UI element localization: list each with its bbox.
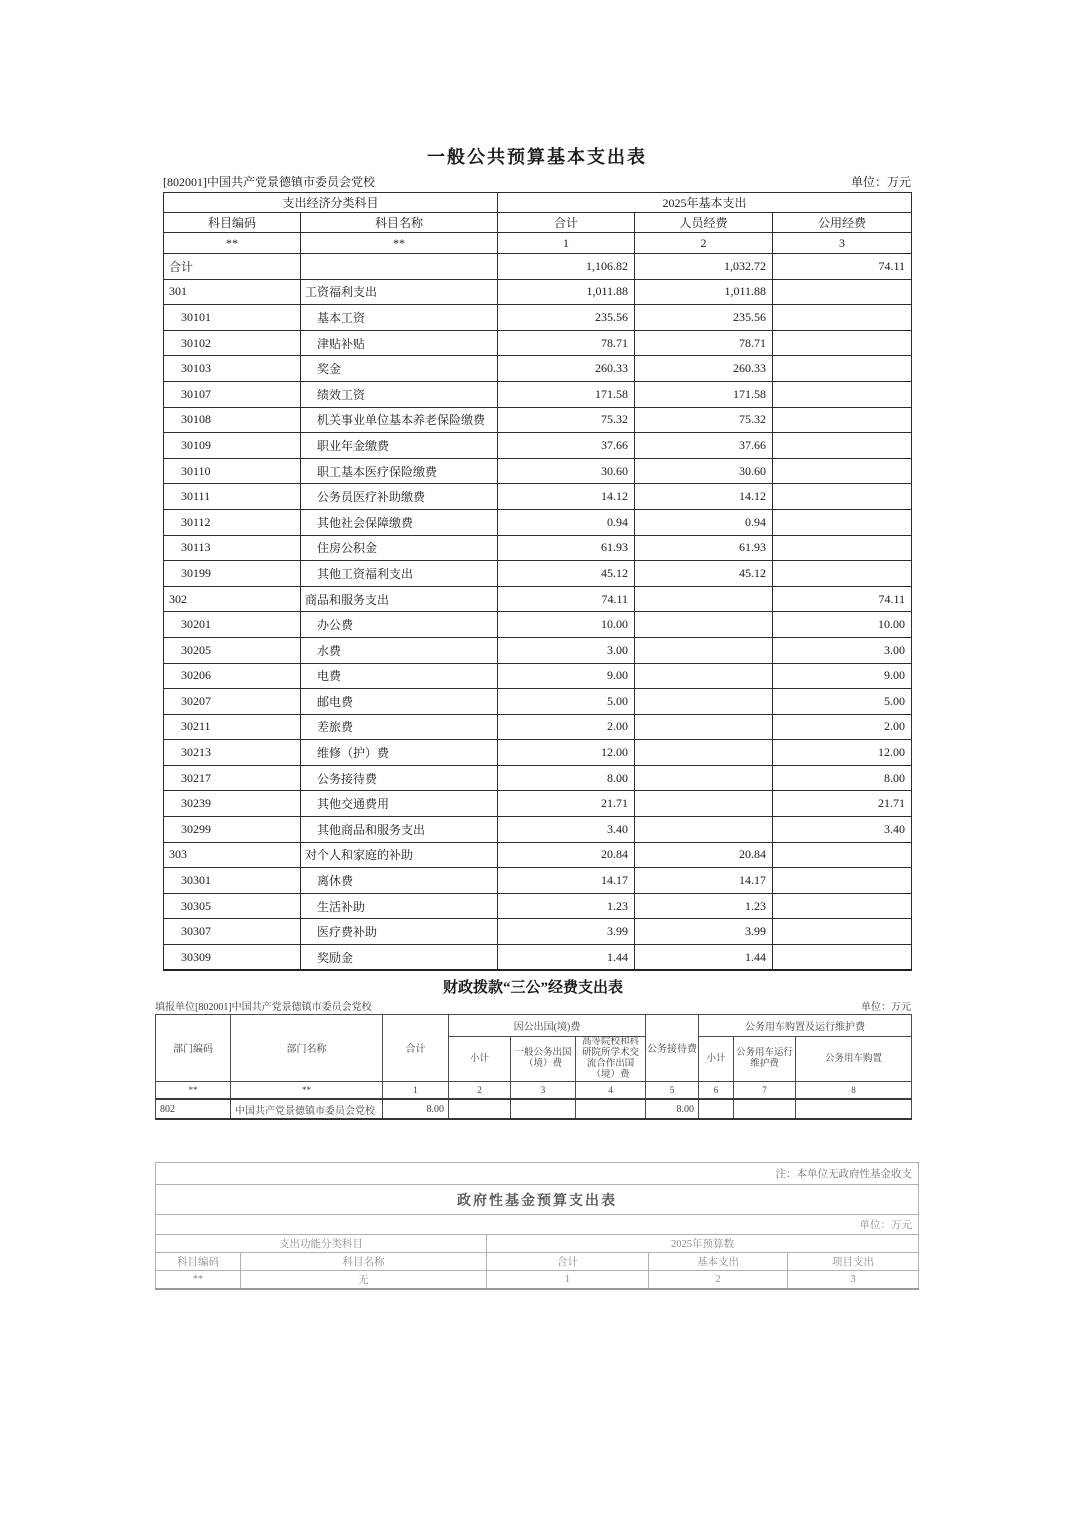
table-cell: 津贴补贴 (301, 330, 498, 356)
table-cell (699, 1099, 734, 1119)
table-cell: 其他交通费用 (301, 791, 498, 817)
table-cell: 14.17 (635, 868, 773, 894)
table-cell: 7 (734, 1081, 796, 1099)
table1-mark-row (164, 233, 912, 254)
table-cell: 30101 (164, 305, 301, 331)
table-cell: 2.00 (498, 714, 635, 740)
table-cell: 30103 (164, 356, 301, 382)
table-cell: 机关事业单位基本养老保险缴费 (301, 407, 498, 433)
table-cell: 项目支出 (788, 1253, 919, 1271)
header-vehicle-purchase: 公务用车购置 (796, 1037, 912, 1082)
table-cell: 30110 (164, 458, 301, 484)
table-cell (635, 714, 773, 740)
table-cell: 171.58 (498, 381, 635, 407)
table-cell: 21.71 (498, 791, 635, 817)
table2-meta-row (155, 1002, 911, 1014)
table-cell: 3.99 (635, 919, 773, 945)
table-cell: 30112 (164, 509, 301, 535)
gov-fund-block (155, 1162, 918, 1290)
table-cell (773, 842, 912, 868)
header-expenditure-classification: 支出经济分类科目 (164, 193, 498, 213)
table-cell: 无 (241, 1271, 487, 1290)
table-cell: 科目编码 (156, 1253, 241, 1271)
header-abroad-subtotal: 小计 (449, 1037, 511, 1082)
table-cell: 中国共产党景德镇市委员会党校 (231, 1099, 383, 1119)
table-cell: 30307 (164, 919, 301, 945)
table-cell: 21.71 (773, 791, 912, 817)
table-cell: 30207 (164, 689, 301, 715)
table3-unit-row (156, 1215, 919, 1235)
table-row (164, 714, 912, 740)
table-cell: 10.00 (773, 612, 912, 638)
table-cell: 3 (788, 1271, 919, 1290)
table-cell (635, 765, 773, 791)
table-cell: 75.32 (498, 407, 635, 433)
basic-expenditure-block (163, 146, 911, 971)
table-cell: 2 (635, 233, 773, 254)
header-dept-name: 部门名称 (231, 1015, 383, 1082)
table-cell: 30217 (164, 765, 301, 791)
table-cell: 水费 (301, 637, 498, 663)
table-cell (773, 356, 912, 382)
table-cell: 74.11 (773, 254, 912, 280)
table-cell (773, 893, 912, 919)
table-cell: 工资福利支出 (301, 279, 498, 305)
table-cell: 30111 (164, 484, 301, 510)
table2-title: 财政拨款“三公”经费支出表 (442, 980, 623, 997)
table-cell: 74.11 (498, 586, 635, 612)
table-row (164, 561, 912, 587)
header-vehicle-maintenance: 公务用车运行维护费 (734, 1037, 796, 1082)
table-cell: 基本支出 (649, 1253, 788, 1271)
table-cell: 30113 (164, 535, 301, 561)
table1-group-header-row (164, 193, 912, 213)
table-row (164, 330, 912, 356)
table-cell: 3.40 (773, 817, 912, 843)
table1-meta-row (163, 174, 911, 190)
header-academic-abroad: 高等院校和科研院所学术交流合作出国（境）费 (576, 1037, 646, 1082)
table1-unit-label: 单位：万元 (850, 175, 911, 189)
header-dept-code: 部门编码 (156, 1015, 231, 1082)
table-cell: 差旅费 (301, 714, 498, 740)
table-row (164, 356, 912, 382)
table-cell: 10.00 (498, 612, 635, 638)
table-cell: 30206 (164, 663, 301, 689)
table-cell (511, 1099, 576, 1119)
table-cell (773, 433, 912, 459)
table2-data-row (156, 1099, 912, 1119)
table-row (164, 305, 912, 331)
table1-org-label: [802001]中国共产党景德镇市委员会党校 (163, 175, 375, 189)
table-row (164, 484, 912, 510)
table-cell: 12.00 (773, 740, 912, 766)
table-row (164, 458, 912, 484)
table-cell: 科目名称 (301, 213, 498, 233)
table-cell (449, 1099, 511, 1119)
table-cell: 302 (164, 586, 301, 612)
table-cell: 20.84 (635, 842, 773, 868)
table-cell: 1.44 (635, 945, 773, 971)
table-cell (576, 1099, 646, 1119)
table-cell: 公务员医疗补助缴费 (301, 484, 498, 510)
table-cell: 30211 (164, 714, 301, 740)
table-cell: 260.33 (498, 356, 635, 382)
table-cell (773, 407, 912, 433)
table-cell: ** (231, 1081, 383, 1099)
table-cell: 9.00 (773, 663, 912, 689)
table-cell: 0.94 (635, 509, 773, 535)
table-cell (773, 305, 912, 331)
table-cell: 5.00 (498, 689, 635, 715)
table-row (164, 740, 912, 766)
table-cell: 1.23 (635, 893, 773, 919)
table3-unit-label: 单位：万元 (156, 1215, 919, 1235)
table-cell: 对个人和家庭的补助 (301, 842, 498, 868)
table-cell: 合计 (498, 213, 635, 233)
table-cell: 1,011.88 (635, 279, 773, 305)
table-row (164, 279, 912, 305)
table-cell: 45.12 (498, 561, 635, 587)
table-row (164, 407, 912, 433)
table-cell (773, 381, 912, 407)
table-cell: 绩效工资 (301, 381, 498, 407)
three-public-table (155, 1014, 912, 1120)
table-cell (773, 868, 912, 894)
table-cell: 30299 (164, 817, 301, 843)
header-function-classification: 支出功能分类科目 (156, 1235, 487, 1253)
table-cell (635, 689, 773, 715)
table-cell: 1 (383, 1081, 449, 1099)
table-cell (301, 254, 498, 280)
table-cell: 其他社会保障缴费 (301, 509, 498, 535)
table3-note-row (156, 1163, 919, 1185)
table-cell: 商品和服务支出 (301, 586, 498, 612)
header-general-abroad: 一般公务出国（境）费 (511, 1037, 576, 1082)
table-cell: 住房公积金 (301, 535, 498, 561)
table-cell: 医疗费补助 (301, 919, 498, 945)
three-public-block (155, 979, 911, 1120)
table-cell: 8 (796, 1081, 912, 1099)
table-cell: 1 (498, 233, 635, 254)
table-cell: 8.00 (773, 765, 912, 791)
table-cell: 2.00 (773, 714, 912, 740)
table-cell: 78.71 (498, 330, 635, 356)
table-cell: 14.12 (498, 484, 635, 510)
header-abroad-group: 因公出国(境)费 (449, 1015, 646, 1037)
table-cell: 奖励金 (301, 945, 498, 971)
header-vehicle-subtotal: 小计 (699, 1037, 734, 1082)
table-cell: 8.00 (383, 1099, 449, 1119)
table-cell (635, 612, 773, 638)
table-cell: 1.23 (498, 893, 635, 919)
table-cell (635, 740, 773, 766)
table-cell (796, 1099, 912, 1119)
table-cell (773, 919, 912, 945)
table-cell: 科目名称 (241, 1253, 487, 1271)
table-cell: 171.58 (635, 381, 773, 407)
header-2025-budget: 2025年预算数 (487, 1235, 919, 1253)
table-cell: ** (164, 233, 301, 254)
table-cell: 1,106.82 (498, 254, 635, 280)
table-cell: 1.44 (498, 945, 635, 971)
table-cell: 30205 (164, 637, 301, 663)
table-cell: 3.00 (498, 637, 635, 663)
table-row (164, 868, 912, 894)
table-row (164, 817, 912, 843)
table-cell: 3 (511, 1081, 576, 1099)
table-cell: 其他商品和服务支出 (301, 817, 498, 843)
gov-fund-table (155, 1162, 919, 1290)
table-cell: 9.00 (498, 663, 635, 689)
table-cell: 14.17 (498, 868, 635, 894)
table-cell: 30309 (164, 945, 301, 971)
table-cell: 78.71 (635, 330, 773, 356)
table-cell: 30201 (164, 612, 301, 638)
table-cell (635, 791, 773, 817)
table3-title: 政府性基金预算支出表 (156, 1185, 919, 1215)
table1-column-header-row (164, 213, 912, 233)
table-row (164, 765, 912, 791)
table-cell: 235.56 (498, 305, 635, 331)
header-vehicle-group: 公务用车购置及运行维护费 (699, 1015, 912, 1037)
table3-group-header-row (156, 1235, 919, 1253)
table-cell: 邮电费 (301, 689, 498, 715)
table-cell: 基本工资 (301, 305, 498, 331)
table-cell (773, 509, 912, 535)
table-cell (635, 637, 773, 663)
table-cell: 30102 (164, 330, 301, 356)
table-cell: 人员经费 (635, 213, 773, 233)
table-cell (773, 945, 912, 971)
table-cell: 30301 (164, 868, 301, 894)
table-cell: 30239 (164, 791, 301, 817)
table2-unit-label: 单位：万元 (861, 1002, 911, 1014)
table2-org-label: 填报单位[802001]中国共产党景德镇市委员会党校 (155, 1002, 372, 1014)
table-row (164, 535, 912, 561)
table2-mark-row (156, 1081, 912, 1099)
table-cell: ** (156, 1081, 231, 1099)
table-cell: 3.40 (498, 817, 635, 843)
table3-column-header-row (156, 1253, 919, 1271)
table-cell (734, 1099, 796, 1119)
table-cell: 1,011.88 (498, 279, 635, 305)
table-cell: 301 (164, 279, 301, 305)
table-cell: 生活补助 (301, 893, 498, 919)
table-cell: 离休费 (301, 868, 498, 894)
table-cell (773, 330, 912, 356)
table-cell: 235.56 (635, 305, 773, 331)
table-cell: 30109 (164, 433, 301, 459)
table-cell: 61.93 (635, 535, 773, 561)
table-row (164, 842, 912, 868)
header-total: 合计 (383, 1015, 449, 1082)
table-cell: 1 (487, 1271, 649, 1290)
table-row (164, 254, 912, 280)
table-row (164, 381, 912, 407)
table-cell: 75.32 (635, 407, 773, 433)
table-cell (773, 484, 912, 510)
table-row (164, 945, 912, 971)
table3-title-row (156, 1185, 919, 1215)
table-cell: 30305 (164, 893, 301, 919)
table-cell: 3.00 (773, 637, 912, 663)
table-row (164, 637, 912, 663)
table-cell: 37.66 (635, 433, 773, 459)
table2-group-header-row (156, 1015, 912, 1037)
table-cell: 260.33 (635, 356, 773, 382)
table-cell: 30199 (164, 561, 301, 587)
table-cell (635, 663, 773, 689)
table-cell (635, 586, 773, 612)
table-cell: 职业年金缴费 (301, 433, 498, 459)
table-cell: 8.00 (646, 1099, 699, 1119)
table-cell: 0.94 (498, 509, 635, 535)
table-cell: 303 (164, 842, 301, 868)
table-cell: 5.00 (773, 689, 912, 715)
table-cell: 3 (773, 233, 912, 254)
table-cell: 30107 (164, 381, 301, 407)
table-cell (773, 279, 912, 305)
table3-data-row (156, 1271, 919, 1290)
table-cell: 45.12 (635, 561, 773, 587)
table-cell: 802 (156, 1099, 231, 1119)
table-cell (773, 561, 912, 587)
table-row (164, 919, 912, 945)
table-row (164, 689, 912, 715)
table-cell: 37.66 (498, 433, 635, 459)
table-cell: 办公费 (301, 612, 498, 638)
table-cell: 2 (649, 1271, 788, 1290)
table-cell: 30.60 (635, 458, 773, 484)
table-cell: 合计 (164, 254, 301, 280)
header-official-reception: 公务接待费 (646, 1015, 699, 1082)
table-cell: 14.12 (635, 484, 773, 510)
table-row (164, 663, 912, 689)
table-cell (773, 535, 912, 561)
table-cell: 公务接待费 (301, 765, 498, 791)
table-cell: 61.93 (498, 535, 635, 561)
table-cell: ** (156, 1271, 241, 1290)
table-row (164, 509, 912, 535)
table3-note: 注：本单位无政府性基金收支 (156, 1163, 919, 1185)
table-row (164, 433, 912, 459)
table-cell: 科目编码 (164, 213, 301, 233)
table-cell: 20.84 (498, 842, 635, 868)
table-cell: 合计 (487, 1253, 649, 1271)
table-cell: 维修（护）费 (301, 740, 498, 766)
table-cell: 4 (576, 1081, 646, 1099)
table1-body (164, 254, 912, 971)
table-cell: 职工基本医疗保险缴费 (301, 458, 498, 484)
table1-title: 一般公共预算基本支出表 (427, 147, 647, 167)
basic-expenditure-table (163, 192, 912, 971)
table-cell (773, 458, 912, 484)
table-row (164, 893, 912, 919)
header-2025-basic-expenditure: 2025年基本支出 (498, 193, 912, 213)
table-cell: 30108 (164, 407, 301, 433)
table-cell: 奖金 (301, 356, 498, 382)
table-cell: 6 (699, 1081, 734, 1099)
table-row (164, 612, 912, 638)
table-cell: ** (301, 233, 498, 254)
table-cell: 1,032.72 (635, 254, 773, 280)
table-cell: 3.99 (498, 919, 635, 945)
table-cell: 30213 (164, 740, 301, 766)
table-cell: 30.60 (498, 458, 635, 484)
table-cell: 8.00 (498, 765, 635, 791)
table-row (164, 586, 912, 612)
table-cell: 公用经费 (773, 213, 912, 233)
table-cell: 电费 (301, 663, 498, 689)
table-cell: 5 (646, 1081, 699, 1099)
table-cell: 其他工资福利支出 (301, 561, 498, 587)
table-cell (635, 817, 773, 843)
table-cell: 2 (449, 1081, 511, 1099)
table-row (164, 791, 912, 817)
table-cell: 74.11 (773, 586, 912, 612)
table-cell: 12.00 (498, 740, 635, 766)
